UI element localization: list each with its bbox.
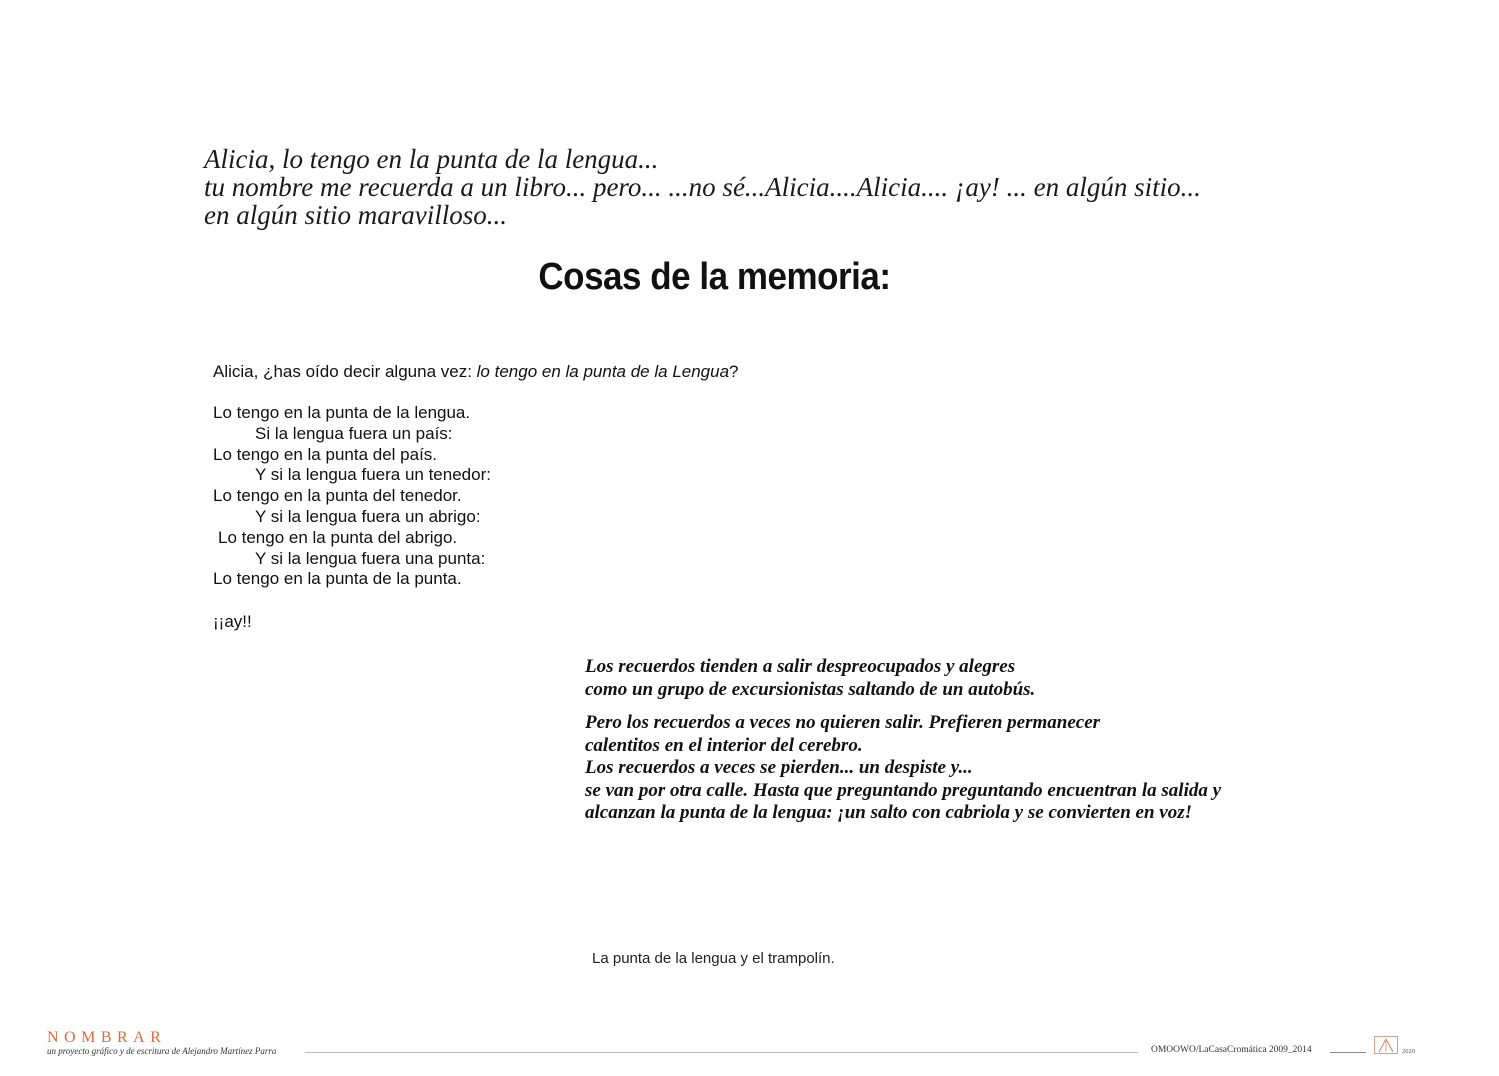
logo-glyph xyxy=(1375,1037,1397,1053)
reflection-line: calentitos en el interior del cerebro. xyxy=(585,734,863,756)
poem-line: Y si la lengua fuera un tenedor: xyxy=(255,465,491,485)
poem-line: Lo tengo en la punta del abrigo. xyxy=(218,527,458,547)
footer-brand xyxy=(47,1029,276,1056)
poem-line: Lo tengo en la punta del país. xyxy=(213,444,438,464)
reflection-line: Los recuerdos a veces se pierden... un despiste y... xyxy=(585,757,973,778)
question-prefix: Alicia, ¿has oído decir alguna vez: xyxy=(213,362,477,381)
intro-line: Alicia, lo tengo en la punta de la lengua... xyxy=(204,144,659,174)
page-title: Cosas de la memoria: xyxy=(538,256,891,298)
poem-line: Lo tengo en la punta de la punta. xyxy=(213,569,462,589)
brand-name: NOMBRAR xyxy=(47,1029,167,1046)
footer-year: 2020 xyxy=(1402,1048,1415,1055)
footer-rule xyxy=(305,1052,1138,1053)
question-emphasis: lo tengo en la punta de la Lengua xyxy=(476,362,730,381)
footer-short-rule xyxy=(1330,1052,1366,1053)
reflection-line: se van por otra calle. Hasta que preguntando preguntando encuentran la salida y xyxy=(585,779,1222,801)
reflection-paragraph xyxy=(585,656,1345,701)
question-suffix: ? xyxy=(729,362,739,381)
intro-text xyxy=(204,145,1324,229)
reflection-text xyxy=(585,656,1345,836)
brand-subtitle: un proyecto gráfico y de escritura de Alejandro Martínez Parra xyxy=(47,1046,277,1056)
poem-line: Lo tengo en la punta del tenedor. xyxy=(213,486,462,506)
reflection-line: Pero los recuerdos a veces no quieren salir. Prefieren permanecer xyxy=(585,712,1101,733)
poem-line: Si la lengua fuera un país: xyxy=(255,423,453,443)
intro-line: tu nombre me recuerda a un libro... pero... ...no sé...Alicia....Alicia.... ¡ay! ... en algún sitio... xyxy=(204,172,1201,202)
footer-credit: OMOOWO/LaCasaCromática 2009_2014 xyxy=(1151,1045,1312,1055)
question-line xyxy=(213,361,739,383)
poem-line: Y si la lengua fuera un abrigo: xyxy=(255,506,481,526)
poem xyxy=(213,403,491,590)
image-caption: La punta de la lengua y el trampolín. xyxy=(592,950,835,967)
exclamation: ¡¡ay!! xyxy=(213,612,252,631)
reflection-line: Los recuerdos tienden a salir despreocupados y alegres xyxy=(585,656,1016,677)
poem-line: Lo tengo en la punta de la lengua. xyxy=(213,403,471,422)
reflection-line: alcanzan la punta de la lengua: ¡un salto con cabriola y se convierten en voz! xyxy=(585,802,1192,823)
letter-a-logo-icon xyxy=(1374,1036,1398,1054)
reflection-line: como un grupo de excursionistas saltando de un autobús. xyxy=(585,678,1036,700)
poem-line: Y si la lengua fuera una punta: xyxy=(255,548,486,568)
intro-line: en algún sitio maravilloso... xyxy=(204,200,507,230)
reflection-paragraph xyxy=(585,712,1345,825)
